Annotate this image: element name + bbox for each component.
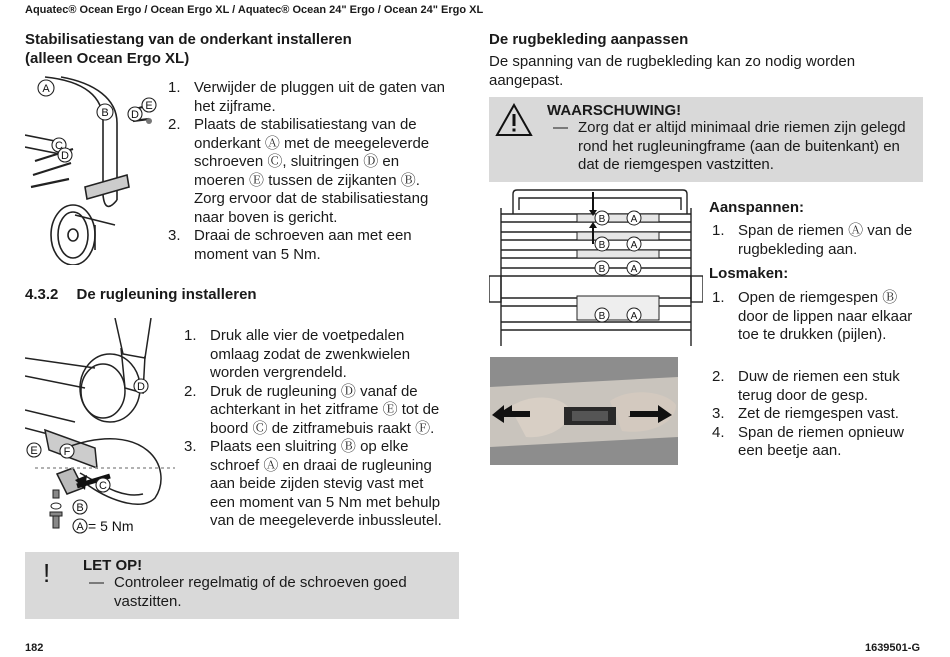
list-item: 1. Span de riemen Ⓐ van de rugbekleding aan. bbox=[712, 222, 913, 258]
label-d: D bbox=[131, 109, 139, 121]
stabilizer-steps bbox=[168, 79, 458, 264]
warning-text: Zorg dat er altijd minimaal drie riemen zijn gelegd rond het rugleuningframe (aan de buitenkant) en dat de riemgespen vastzitten. bbox=[578, 119, 906, 173]
backrest-steps bbox=[184, 327, 459, 531]
strap-label-b: B bbox=[598, 214, 606, 225]
strap-diagram bbox=[489, 188, 703, 346]
tighten-steps bbox=[712, 222, 932, 259]
list-item: 3. Zet de riemgespen vast. bbox=[712, 405, 899, 422]
loosen-steps bbox=[712, 289, 932, 345]
list-item: 2. Duw de riemen een stuk terug door de gesp. bbox=[712, 368, 900, 404]
list-item: 1. Open de riemgespen Ⓑ door de lippen naar elkaar toe te drukken (pijlen). bbox=[712, 289, 913, 343]
list-item: 2. Plaats de stabilisatiestang van de onderkant Ⓐ met de meegeleverde schroeven Ⓒ, sluitringen Ⓓ en moeren Ⓔ tussen de zijkanten Ⓑ. Zorg ervoor dat de stabilisatiestang naar boven is gericht. bbox=[168, 116, 430, 226]
warning-dash: — bbox=[553, 119, 568, 136]
section-title-stabilizer: Stabilisatiestang van de onderkant installeren (alleen Ocean Ergo XL) bbox=[25, 31, 352, 67]
intro-text: De spanning van de rugbekleding kan zo nodig worden aangepast. bbox=[489, 53, 856, 89]
backrest-illustration bbox=[25, 318, 175, 538]
notice-text: Controleer regelmatig of de schroeven goed vastzitten. bbox=[114, 574, 407, 610]
list-item: 4. Span de riemen opnieuw een beetje aan. bbox=[712, 423, 904, 459]
strap-label-a: A bbox=[630, 311, 638, 322]
stabilizer-illustration bbox=[25, 75, 165, 265]
strap-label-a: A bbox=[630, 240, 638, 251]
label-d: D bbox=[137, 381, 145, 393]
label-b: B bbox=[76, 502, 84, 514]
label-c: C bbox=[55, 140, 63, 152]
buckle-photo bbox=[490, 357, 678, 465]
notice-title: LET OP! bbox=[83, 557, 143, 574]
document-id: 1639501-G bbox=[864, 642, 920, 654]
exclamation-icon: ! bbox=[43, 558, 51, 588]
label-b: B bbox=[101, 107, 109, 119]
list-item: 2. Druk de rugleuning Ⓓ vanaf de achterkant in het zitframe Ⓔ tot de boord Ⓒ de zitframebuis raakt Ⓕ. bbox=[184, 382, 440, 437]
notice-box bbox=[25, 552, 459, 619]
strap-label-b: B bbox=[598, 240, 606, 251]
strap-label-b: B bbox=[598, 311, 606, 322]
loosen-heading: Losmaken: bbox=[709, 265, 789, 282]
running-header: Aquatec® Ocean Ergo / Ocean Ergo XL / Aquatec® Ocean 24" Ergo / Ocean 24" Ergo XL bbox=[25, 4, 484, 16]
label-f: F bbox=[63, 446, 71, 458]
list-item: 3. Plaats een sluitring Ⓑ op elke schroef Ⓐ en draai de rugleuning aan beide zijden stevig vast met een moment van 5 Nm met behulp van de meegeleverde inbussleutel. bbox=[184, 438, 442, 529]
strap-label-b: B bbox=[598, 264, 606, 275]
label-a: A bbox=[42, 83, 50, 95]
label-e: E bbox=[30, 445, 38, 457]
page-number: 182 bbox=[25, 642, 44, 654]
adjust-steps bbox=[712, 368, 932, 461]
list-item: 1. Druk alle vier de voetpedalen omlaag zodat de zwenkwielen worden vergrendeld. bbox=[184, 327, 411, 381]
torque-value: = 5 Nm bbox=[88, 518, 134, 534]
strap-label-a: A bbox=[630, 264, 638, 275]
label-c: C bbox=[99, 480, 107, 492]
label-a: A bbox=[76, 521, 84, 533]
section-title-upholstery: De rugbekleding aanpassen bbox=[489, 31, 689, 48]
list-item: 3. Draai de schroeven aan met een moment van 5 Nm. bbox=[168, 227, 412, 263]
label-e: E bbox=[145, 100, 153, 112]
warning-triangle-icon bbox=[495, 103, 533, 137]
notice-dash: — bbox=[89, 574, 104, 591]
warning-box bbox=[489, 97, 923, 182]
section-title-backrest: 4.3.2 De rugleuning installeren bbox=[25, 286, 257, 303]
list-item: 1. Verwijder de pluggen uit de gaten van het zijframe. bbox=[168, 79, 446, 115]
tighten-heading: Aanspannen: bbox=[709, 199, 805, 216]
label-d2: D bbox=[61, 150, 69, 162]
strap-label-a: A bbox=[630, 214, 638, 225]
warning-title: WAARSCHUWING! bbox=[547, 102, 682, 119]
